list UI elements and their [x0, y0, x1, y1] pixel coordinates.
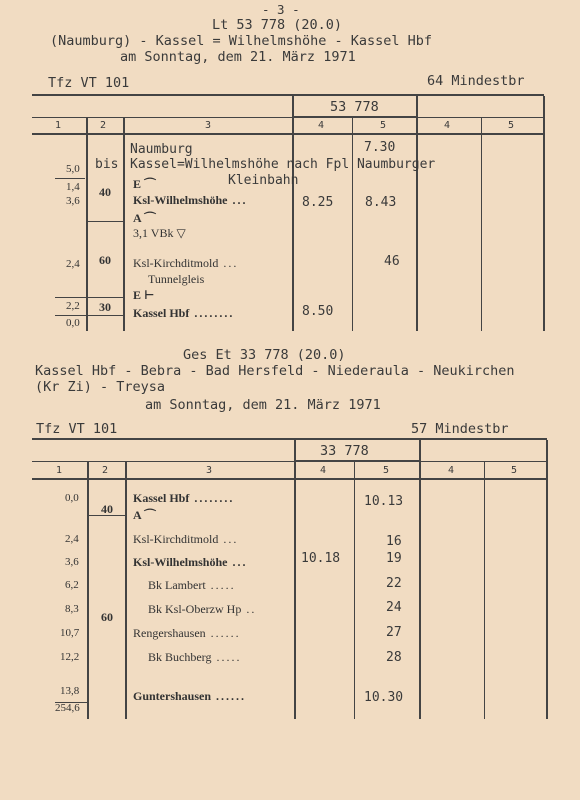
km-value: 8,3 [65, 603, 79, 615]
col-header-5: 5 [380, 120, 387, 131]
station-kassel-hbf: Kassel Hbf ........ [133, 491, 235, 505]
col-header-4b: 4 [448, 465, 455, 476]
station-ksl-kirchditmold: Ksl-Kirchditmold ... [133, 256, 239, 270]
vbk-label: 3,1 VBk ▽ [133, 226, 186, 240]
col-header-4: 4 [318, 120, 325, 131]
signal-a: A ⌒ [133, 508, 157, 522]
tunnelgleis-label: Tunnelgleis [148, 272, 205, 286]
signal-e: E ⌒ [133, 177, 157, 191]
time-dep: 10.30 [364, 690, 404, 705]
kleinbahn-label: Kleinbahn [228, 173, 299, 188]
time-arr-hbf: 8.50 [302, 304, 334, 319]
train1-number: 53 778 [330, 99, 379, 115]
km-value: 0,0 [66, 317, 80, 329]
station-ksl-wilhelmshoehe: Ksl-Wilhelmshöhe ... [133, 193, 248, 207]
station-bk-buchberg: Bk Buchberg ..... [148, 650, 242, 664]
time-dep: 22 [386, 576, 402, 591]
train1-mindest: 64 Mindestbr [427, 73, 525, 89]
station-bk-lambert: Bk Lambert ..... [148, 578, 236, 592]
train2-title: Ges Et 33 778 (20.0) [183, 347, 346, 363]
km-value: 5,0 [66, 163, 80, 175]
speed-value: 40 [101, 502, 113, 516]
station-ksl-kirchditmold: Ksl-Kirchditmold ... [133, 532, 239, 546]
col-header-5b: 5 [511, 465, 518, 476]
train1-route: (Naumburg) - Kassel = Wilhelmshöhe - Kassel Hbf [50, 33, 433, 49]
km-value: 254,6 [55, 702, 80, 714]
km-value: 12,2 [60, 651, 80, 663]
km-value: 2,4 [66, 258, 80, 270]
train2-route-line2: (Kr Zi) - Treysa [35, 379, 166, 395]
col-header-1: 1 [56, 465, 63, 476]
station-kassel-hbf: Kassel Hbf ........ [133, 306, 235, 320]
col-header-5: 5 [383, 465, 390, 476]
station-naumburg: Naumburg [130, 142, 193, 157]
train1-title: Lt 53 778 (20.0) [212, 17, 343, 33]
km-value: 2,4 [65, 533, 79, 545]
time-dep-wilhelmshoehe: 8.43 [365, 195, 397, 210]
time-arr: 10.18 [301, 551, 341, 566]
col-header-2: 2 [102, 465, 109, 476]
km-value: 3,6 [66, 195, 80, 207]
km-value: 10,7 [60, 627, 80, 639]
col-header-3: 3 [206, 465, 213, 476]
train1-date: am Sonntag, dem 21. März 1971 [120, 49, 356, 65]
page-number: - 3 - [262, 2, 300, 17]
station-rengershausen: Rengershausen ...... [133, 626, 241, 640]
speed-bis: bis [95, 157, 119, 172]
train2-tfz: Tfz VT 101 [36, 421, 118, 437]
time-naumburg: 7.30 [364, 140, 396, 155]
km-value: 0,0 [65, 492, 79, 504]
route-note: Kassel=Wilhelmshöhe nach Fpl Naumburger [130, 157, 436, 172]
signal-a: A ⌒ [133, 211, 157, 225]
signal-e2: E ⊢ [133, 288, 155, 302]
speed-value: 60 [101, 610, 113, 624]
col-header-1: 1 [55, 120, 62, 131]
km-value: 2,2 [66, 300, 80, 312]
time-dep: 19 [386, 551, 402, 566]
time-dep: 28 [386, 650, 402, 665]
train2-date: am Sonntag, dem 21. März 1971 [145, 397, 381, 413]
time-arr-wilhelmshoehe: 8.25 [302, 195, 334, 210]
km-value: 1,4 [66, 181, 80, 193]
train2-mindest: 57 Mindestbr [411, 421, 509, 437]
station-guntershausen: Guntershausen ...... [133, 689, 247, 703]
speed-value: 40 [99, 185, 111, 199]
km-value: 6,2 [65, 579, 79, 591]
km-value: 13,8 [60, 685, 80, 697]
train2-route-line1: Kassel Hbf - Bebra - Bad Hersfeld - Niederaula - Neukirchen [35, 363, 515, 379]
time-dep: 27 [386, 625, 402, 640]
speed-value: 30 [99, 300, 111, 314]
col-header-4b: 4 [444, 120, 451, 131]
station-bk-ksl-oberzw: Bk Ksl-Oberzw Hp .. [148, 602, 257, 616]
time-dep: 10.13 [364, 494, 404, 509]
col-header-2: 2 [100, 120, 107, 131]
station-ksl-wilhelmshoehe: Ksl-Wilhelmshöhe ... [133, 555, 248, 569]
col-header-5b: 5 [508, 120, 515, 131]
speed-value: 60 [99, 253, 111, 267]
train1-tfz: Tfz VT 101 [48, 75, 130, 91]
col-header-3: 3 [205, 120, 212, 131]
time-dep: 24 [386, 600, 402, 615]
time-kirchditmold: 46 [384, 254, 400, 269]
col-header-4: 4 [320, 465, 327, 476]
time-dep: 16 [386, 534, 402, 549]
train2-number: 33 778 [320, 443, 369, 459]
km-value: 3,6 [65, 556, 79, 568]
